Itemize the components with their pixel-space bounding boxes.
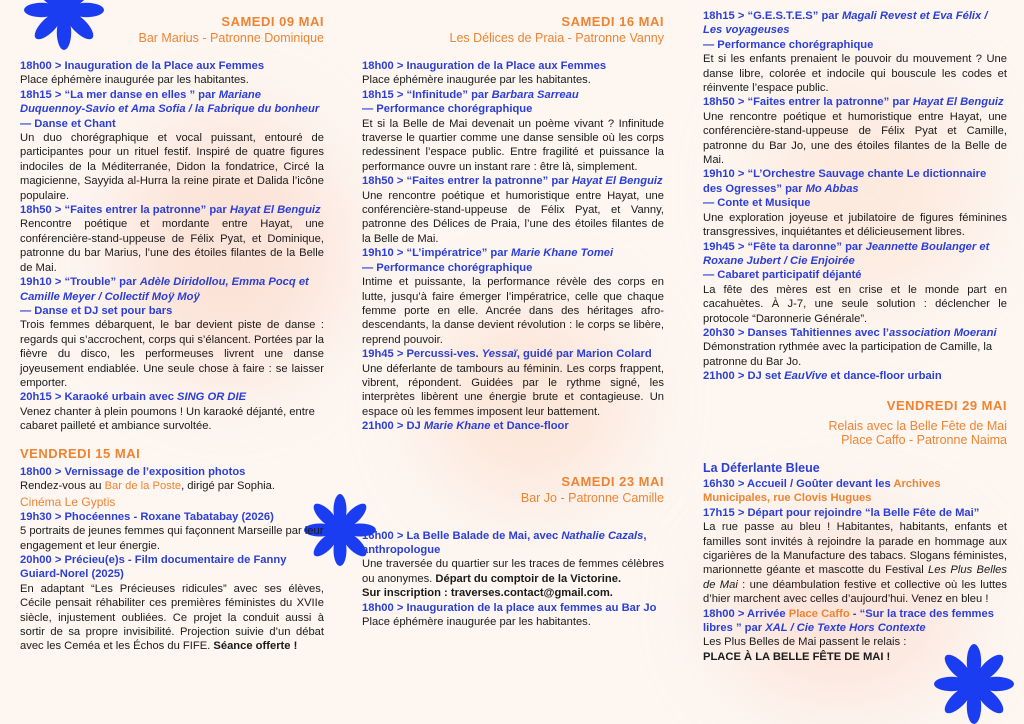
event-title: 18h15 > “G.E.S.T.E.S” par Magali Revest et Eva Félix / Les voyageuses <box>703 10 988 37</box>
event-text: Une rencontre poétique et humoristique entre Hayat, une conférencière-stand-uppeuse de Félix Pyat, et Vanny, patronne des Délices de Praia, l’une des étoiles filantes de la Belle de Mai. <box>362 189 664 245</box>
event-text: Une exploration joyeuse et jubilatoire de figures féminines transgressives, inquiétantes et délicieusement libres. <box>703 211 1007 239</box>
event-category: — Performance chorégraphique <box>703 38 874 51</box>
event-title: 18h50 > “Faites entrer la patronne” par Hayat El Benguiz <box>20 204 321 217</box>
closing-line: PLACE À LA BELLE FÊTE DE MAI ! <box>703 650 891 663</box>
venue-line: Place Caffo - Patronne Naima <box>841 432 1007 447</box>
event-title: 18h15 > “Infinitude” par Barbara Sarreau <box>362 88 579 101</box>
event-text: Et si les enfants prenaient le pouvoir du mouvement ? Une danse libre, colorée et indocile qui bouscule les codes et réinvente l’espace public. <box>703 53 1007 95</box>
event-text: Place éphémère inaugurée par les habitantes. <box>362 616 591 628</box>
event-text: Et si la Belle de Mai devenait un poème vivant ? Infinitude traverse le quartier comme une danse sensible où les corps redessinent l’espace public. Entre fragilité et puissance la performance ouvre un instant rare : être là, simplement. <box>362 117 664 173</box>
venue-line: Bar Marius - Patronne Dominique <box>138 31 324 45</box>
event-category: — Conte et Musique <box>703 197 811 210</box>
event-title: 19h10 > “L’Orchestre Sauvage chante Le dictionnaire des Ogresses” par Mo Abbas <box>703 168 987 195</box>
cinema-name: Cinéma Le Gyptis <box>20 495 116 510</box>
event-title: 16h30 > Accueil / Goûter devant les Archives Municipales, rue Clovis Hugues <box>703 477 941 505</box>
event-text: Rencontre poétique et mordante entre Hayat, une conférencière-stand-uppeuse de Félix Pyat, et Dominique, patronne du bar Marius, l’une des étoiles filantes de la Belle de Mai. <box>20 218 324 274</box>
venue-line: Bar Jo - Patronne Camille <box>520 490 664 505</box>
event-title: 16h00 > La Belle Balade de Mai, avec Nathalie Cazals, anthropologue <box>362 529 647 556</box>
event-text: 5 portraits de jeunes femmes qui façonnent Marseille par leur engagement et leur énergie. <box>20 525 324 552</box>
event-category: — Cabaret participatif déjanté <box>703 269 862 282</box>
event-text: Démonstration rythmée avec la participation de Camille, la patronne du Bar Jo. <box>703 341 993 368</box>
event-title: 19h10 > “Trouble” par Adèle Diridollou, Emma Pocq et Camille Meyer / Collectif Moÿ Moÿ <box>20 276 309 303</box>
event-title: 21h00 > DJ Marie Khane et Dance-floor <box>362 420 569 433</box>
event-title: 19h10 > “L’impératrice” par Marie Khane Tomei <box>362 247 614 260</box>
event-title: 18h00 > Inauguration de la Place aux Femmes <box>20 60 265 72</box>
event-text: Trois femmes débarquent, le bar devient piste de danse : regards qui s’accrochent, corps qui s’élancent. Portées par la fièvre du disco, les performeuses livrent une danse joyeusement endiablée. Une seule chose à faire : se laisser emporter. <box>20 319 324 389</box>
event-text: Place éphémère inaugurée par les habitantes. <box>362 74 591 87</box>
event-text: Une rencontre poétique et humoristique entre Hayat, une conférencière-stand-uppeuse de Félix Pyat et Camille, patronne du Bar Jo, une des étoiles filantes de la Belle de Mai. <box>703 110 1007 167</box>
event-title: 18h00 > Arrivée Place Caffo - “Sur la trace des femmes libres ” par XAL / Cie Texte Hors Contexte <box>703 607 994 635</box>
event-text: En adaptant “Les Précieuses ridicules” avec ses élèves, Cécile pensait réhabiliter ces premières féministes du XVIIe siècle, injustement oubliées. Ce projet la conduit aussi à sortir de sa propre invisibilité. Projection suivie d’un débat avec les Ceméa et les Échos du FIFE. Séance offerte ! <box>20 582 324 653</box>
event-title: 20h30 > Danses Tahitiennes avec l’association Moerani <box>703 326 997 339</box>
event-title: 19h45 > Percussi-ves. Yessaï, guidé par Marion Colard <box>362 348 652 361</box>
column-1 <box>20 14 324 654</box>
event-title: 20h15 > Karaoké urbain avec SING OR DIE <box>20 391 247 404</box>
event-title: 18h50 > “Faites entrer la patronne” par Hayat El Benguiz <box>703 96 1004 109</box>
venue-line: Relais avec la Belle Fête de Mai <box>828 418 1007 433</box>
event-title: 18h00 > Inauguration de la Place aux Femmes <box>362 60 607 72</box>
event-text: Place éphémère inaugurée par les habitantes. <box>20 74 249 87</box>
event-category: — Performance chorégraphique <box>362 261 533 274</box>
event-category: — Performance chorégraphique <box>362 103 533 116</box>
event-title: 19h45 > “Fête ta daronne” par Jeannette Boulanger et Roxane Jubert / Cie Enjoirée <box>703 240 990 267</box>
column-2 <box>362 14 664 629</box>
event-title: 18h50 > “Faites entrer la patronne” par Hayat El Benguiz <box>362 175 663 188</box>
event-text: Rendez-vous au Bar de la Poste, dirigé par Sophia. <box>20 479 276 492</box>
day-heading: SAMEDI 23 MAI <box>561 473 664 489</box>
venue-line: Les Délices de Praia - Patronne Vanny <box>449 31 664 45</box>
event-title: 18h00 > Vernissage de l’exposition photos <box>20 465 246 478</box>
event-text: Une déferlante de tambours au féminin. Les corps frappent, vibrent, répondent. Guidées par le rythme signé, les interprètes libèrent une énergie brute et contagieuse. Un espace où les femmes imposent leur battement. <box>362 362 664 418</box>
event-text: Les Plus Belles de Mai passent le relais : <box>703 636 907 649</box>
event-text: La fête des mères est en crise et le monde part en cacahuètes. À J-7, une seule solution : déclencher le protocole “Daronnerie Générale”. <box>703 283 1007 325</box>
event-text: Un duo chorégraphique et vocal puissant, entouré de participantes pour un rituel festif. Inspiré de quatre figures indociles de la Méditerranée, Didon la fondatrice, Circé la magicienne, Sayyida al-Hurra la reine pirate et Dalida l’icône populaire. <box>20 132 324 202</box>
event-title: 18h15 > “La mer danse en elles ” par Mariane Duquennoy-Savio et Ama Sofia / la Fabrique du bonheur <box>20 88 320 116</box>
event-title: 20h00 > Précieu(e)s - Film documentaire de Fanny Guiard-Norel (2025) <box>20 554 287 581</box>
event-text: Une traversée du quartier sur les traces de femmes célèbres ou anonymes. Départ du comptoir de la Victorine. <box>362 558 664 585</box>
event-title: 19h30 > Phocéennes - Roxane Tabatabay (2026) <box>20 510 274 523</box>
day-heading: SAMEDI 09 MAI <box>221 14 324 29</box>
event-text: La rue passe au bleu ! Habitantes, habitants, enfants et familles sont invités à rejoindre la parade en hommage aux cigarières de la Manufacture des tabacs. Slogans féministes, marionnette géante et mascotte du Festival Les Plus Belles de Mai : une déambulation festive et collective où les luttes d’hier marchent avec celles d’aujourd’hui. Venez en bleu ! <box>703 521 1007 606</box>
event-category: — Danse et Chant <box>20 117 116 130</box>
event-title: 18h00 > Inauguration de la place aux femmes au Bar Jo <box>362 601 657 614</box>
event-text: Intime et puissante, la performance révèle des corps en lutte, jusqu’à faire émerger l’impératrice, celle que chaque femme porte en elle. Ancrée dans des héritages afro-descendants, la danse devient révolution : le corps se libère, reprend pouvoir. <box>362 276 664 346</box>
day-heading: VENDREDI 15 MAI <box>20 445 141 461</box>
section-title: La Déferlante Bleue <box>703 460 820 475</box>
column-3 <box>703 9 1007 664</box>
event-category: — Danse et DJ set pour bars <box>20 304 173 317</box>
registration-line: Sur inscription : traverses.contact@gmail.com. <box>362 587 613 600</box>
day-heading: SAMEDI 16 MAI <box>561 14 664 29</box>
event-title: 21h00 > DJ set EauVive et dance-floor urbain <box>703 370 942 383</box>
day-heading: VENDREDI 29 MAI <box>886 397 1007 413</box>
event-title: 17h15 > Départ pour rejoindre “la Belle Fête de Mai” <box>703 506 980 519</box>
event-text: Venez chanter à plein poumons ! Un karaoké déjanté, entre cabaret pailleté et ambiance survoltée. <box>20 405 315 433</box>
